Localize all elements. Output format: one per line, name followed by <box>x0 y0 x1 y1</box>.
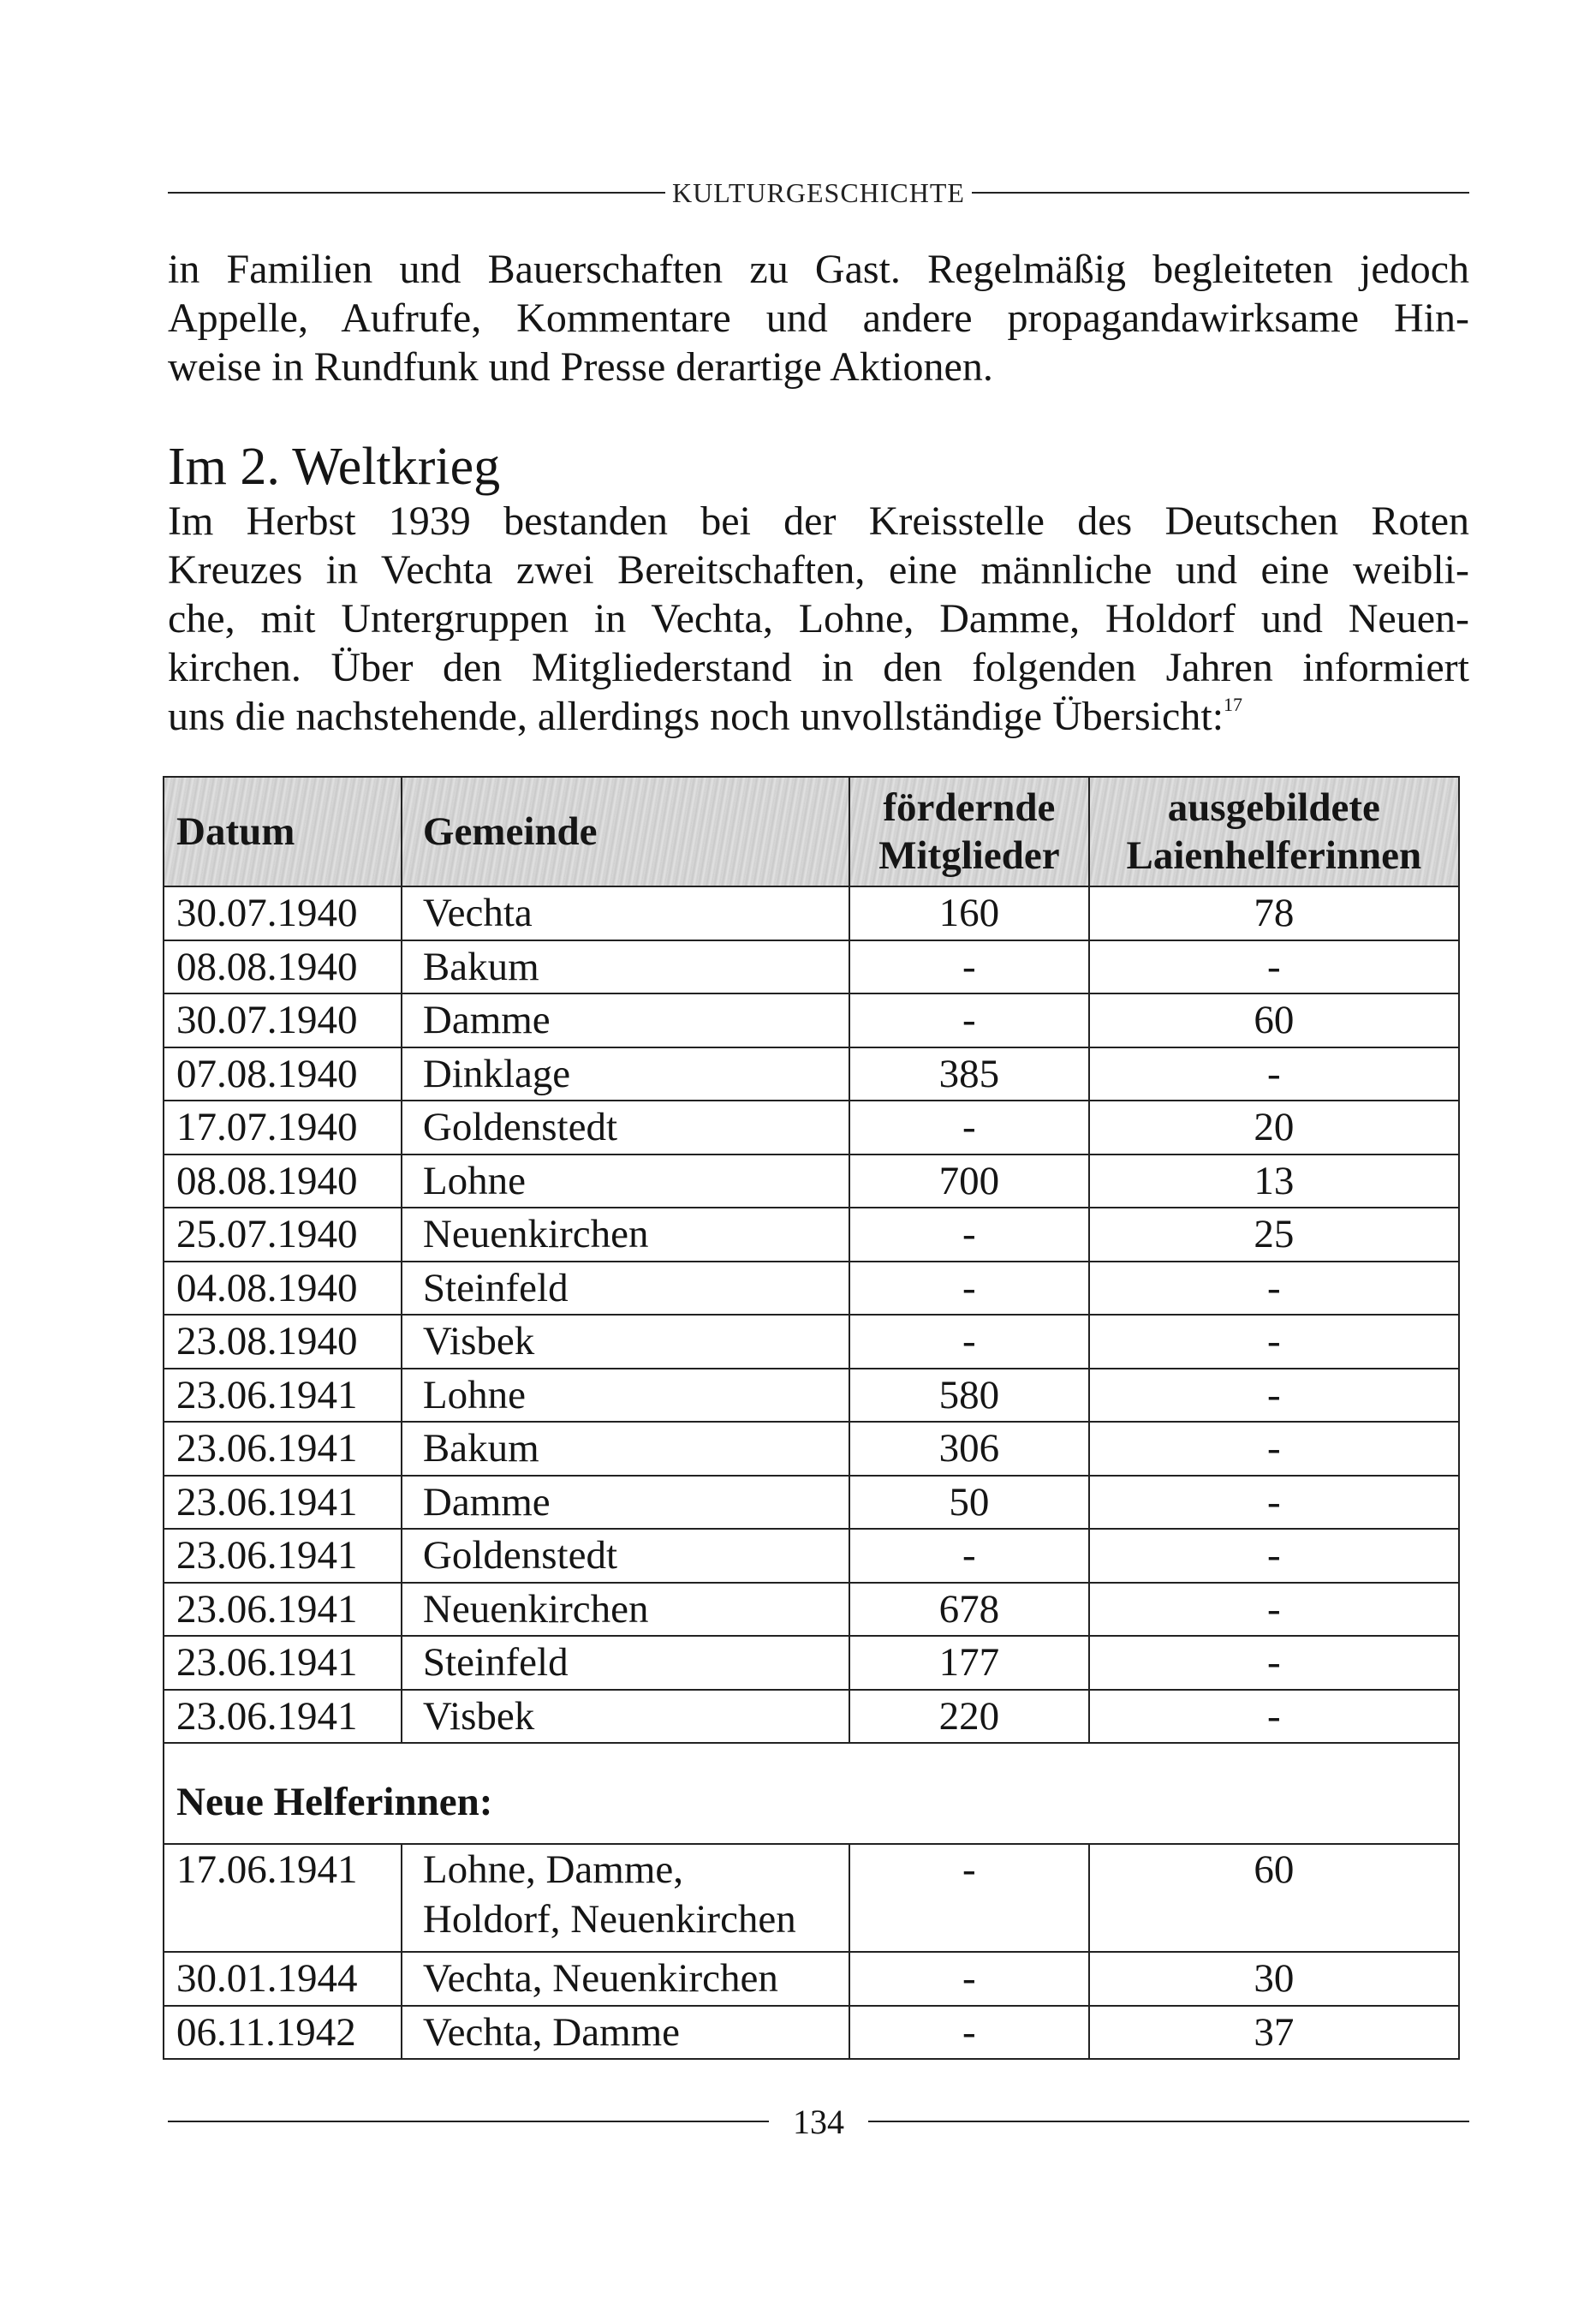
gemeinde-cell <box>402 1422 849 1476</box>
laienhelferinnen-text: 13 <box>1254 1158 1295 1203</box>
gemeinde-text: Damme <box>422 1479 551 1524</box>
foerdernde-text: - <box>962 1533 976 1578</box>
foerdernde-text: - <box>962 2009 976 2055</box>
foerdernde-cell <box>849 1583 1089 1637</box>
laienhelferinnen-cell <box>1089 1315 1459 1369</box>
foerdernde-cell <box>849 940 1089 994</box>
date-cell <box>164 1154 402 1208</box>
laienhelferinnen-cell <box>1089 1636 1459 1690</box>
date-text: 06.11.1942 <box>176 2009 356 2055</box>
foerdernde-text: 220 <box>938 1693 1000 1739</box>
gemeinde-text: Vechta, Neuenkirchen <box>422 1956 778 2002</box>
gemeinde-cell <box>402 1047 849 1101</box>
gemeinde-text: Steinfeld <box>422 1265 569 1310</box>
header-laienhelferinnen: ausgebildete Laienhelferinnen <box>1089 777 1459 886</box>
date-text: 17.07.1940 <box>176 1105 358 1150</box>
gemeinde-text: Bakum <box>422 1426 539 1471</box>
body-line: kirchen. Über den Mitgliederstand in den folgenden Jahren informiert <box>168 645 1469 690</box>
gemeinde-cell <box>402 1844 849 1952</box>
gemeinde-cell <box>402 1101 849 1154</box>
laienhelferinnen-cell <box>1089 1583 1459 1637</box>
laienhelferinnen-text: - <box>1267 1479 1281 1524</box>
table-row <box>164 1952 1459 2006</box>
section-row <box>164 1743 1459 1844</box>
gemeinde-text: Lohne <box>422 1372 526 1417</box>
laienhelferinnen-cell <box>1089 1101 1459 1154</box>
laienhelferinnen-text: - <box>1267 1319 1281 1364</box>
footer-rule-left <box>168 2121 769 2122</box>
foerdernde-text: - <box>962 1847 976 1892</box>
laienhelferinnen-cell <box>1089 1369 1459 1423</box>
gemeinde-text: Dinklage <box>422 1051 571 1096</box>
date-text: 08.08.1940 <box>176 944 358 989</box>
laienhelferinnen-cell <box>1089 1262 1459 1316</box>
gemeinde-text: Steinfeld <box>422 1640 569 1686</box>
laienhelferinnen-cell <box>1089 1422 1459 1476</box>
foerdernde-cell <box>849 1844 1089 1952</box>
laienhelferinnen-text: - <box>1267 1693 1281 1739</box>
section-label-cell <box>164 1743 1459 1844</box>
foerdernde-text: - <box>962 1105 976 1150</box>
table-row <box>164 1583 1459 1637</box>
date-cell <box>164 1476 402 1530</box>
gemeinde-cell <box>402 886 849 940</box>
foerdernde-text: 306 <box>938 1426 1000 1471</box>
table-row <box>164 940 1459 994</box>
gemeinde-text: Goldenstedt <box>422 1533 618 1578</box>
date-cell <box>164 1101 402 1154</box>
footnote-reference: 17 <box>1224 694 1243 715</box>
gemeinde-cell <box>402 1315 849 1369</box>
page-footer <box>168 2100 1469 2143</box>
laienhelferinnen-cell <box>1089 940 1459 994</box>
header-datum: Datum <box>164 777 402 886</box>
laienhelferinnen-text: 20 <box>1254 1105 1295 1150</box>
gemeinde-text: Neuenkirchen <box>422 1586 649 1632</box>
date-cell <box>164 1583 402 1637</box>
gemeinde-cell <box>402 1952 849 2006</box>
table-body <box>164 886 1459 1743</box>
page-number: 134 <box>793 2102 844 2141</box>
date-text: 30.01.1944 <box>176 1956 358 2002</box>
foerdernde-cell <box>849 1636 1089 1690</box>
gemeinde-cell <box>402 1369 849 1423</box>
body-line <box>168 692 1469 741</box>
foerdernde-text: - <box>962 1956 976 2002</box>
foerdernde-cell <box>849 1476 1089 1530</box>
date-text: 23.06.1941 <box>176 1479 358 1524</box>
gemeinde-cell <box>402 1583 849 1637</box>
laienhelferinnen-cell <box>1089 1476 1459 1530</box>
foerdernde-cell <box>849 1369 1089 1423</box>
date-cell <box>164 1952 402 2006</box>
date-text: 23.08.1940 <box>176 1319 358 1364</box>
foerdernde-text: 385 <box>938 1051 1000 1096</box>
body-line-text: uns die nachstehende, allerdings noch unvollständige Übersicht: <box>168 694 1224 739</box>
intro-line: in Familien und Bauerschaften zu Gast. Regelmäßig begleiteten jedoch <box>168 247 1469 292</box>
table-row <box>164 1154 1459 1208</box>
laienhelferinnen-text: 25 <box>1254 1212 1295 1257</box>
date-text: 04.08.1940 <box>176 1265 358 1310</box>
laienhelferinnen-cell <box>1089 886 1459 940</box>
date-text: 23.06.1941 <box>176 1533 358 1578</box>
laienhelferinnen-text: - <box>1267 1372 1281 1417</box>
laienhelferinnen-text: - <box>1267 1640 1281 1686</box>
date-cell <box>164 1369 402 1423</box>
date-cell <box>164 1422 402 1476</box>
foerdernde-text: 700 <box>938 1158 1000 1203</box>
body-line: che, mit Untergruppen in Vechta, Lohne, Damme, Holdorf und Neuen- <box>168 596 1469 641</box>
foerdernde-text: - <box>962 998 976 1043</box>
foerdernde-text: 678 <box>938 1586 1000 1632</box>
foerdernde-cell <box>849 1315 1089 1369</box>
date-text: 25.07.1940 <box>176 1212 358 1257</box>
date-cell <box>164 1208 402 1262</box>
table-header-row <box>164 777 1459 886</box>
gemeinde-cell <box>402 1476 849 1530</box>
date-cell <box>164 993 402 1047</box>
laienhelferinnen-cell <box>1089 993 1459 1047</box>
foerdernde-text: - <box>962 944 976 989</box>
date-cell <box>164 1262 402 1316</box>
table-row <box>164 1476 1459 1530</box>
body-paragraph <box>168 497 1469 741</box>
laienhelferinnen-cell <box>1089 1154 1459 1208</box>
date-cell <box>164 1529 402 1583</box>
laienhelferinnen-text: 60 <box>1254 1847 1295 1892</box>
foerdernde-cell <box>849 1208 1089 1262</box>
body-line: Im Herbst 1939 bestanden bei der Kreisstelle des Deutschen Roten <box>168 498 1469 544</box>
date-cell <box>164 2006 402 2060</box>
gemeinde-text: Vechta <box>422 891 533 936</box>
gemeinde-text: Vechta, Damme <box>422 2009 681 2055</box>
table-row <box>164 1047 1459 1101</box>
foerdernde-text: - <box>962 1319 976 1364</box>
table-row <box>164 1636 1459 1690</box>
gemeinde-text: Goldenstedt <box>422 1105 618 1150</box>
laienhelferinnen-cell <box>1089 1690 1459 1744</box>
laienhelferinnen-text: - <box>1267 1586 1281 1632</box>
table-row <box>164 1101 1459 1154</box>
header-rule-right <box>972 192 1469 194</box>
table-row <box>164 1529 1459 1583</box>
gemeinde-cell <box>402 2006 849 2060</box>
laienhelferinnen-text: - <box>1267 1426 1281 1471</box>
table-row <box>164 2006 1459 2060</box>
gemeinde-cell <box>402 1636 849 1690</box>
laienhelferinnen-cell <box>1089 1844 1459 1952</box>
foerdernde-text: 177 <box>938 1640 1000 1686</box>
laienhelferinnen-text: 37 <box>1254 2009 1295 2055</box>
body-line: Kreuzes in Vechta zwei Bereitschaften, eine männliche und eine weibli- <box>168 547 1469 593</box>
date-cell <box>164 1636 402 1690</box>
foerdernde-cell <box>849 1154 1089 1208</box>
header-gemeinde: Gemeinde <box>402 777 849 886</box>
date-cell <box>164 1690 402 1744</box>
foerdernde-cell <box>849 993 1089 1047</box>
gemeinde-text: Lohne, Damme, Holdorf, Neuenkirchen <box>422 1847 796 1942</box>
gemeinde-text: Bakum <box>422 944 539 989</box>
date-text: 23.06.1941 <box>176 1586 358 1632</box>
date-cell <box>164 940 402 994</box>
date-text: 23.06.1941 <box>176 1426 358 1471</box>
running-header <box>168 171 1469 214</box>
gemeinde-cell <box>402 1262 849 1316</box>
table-row <box>164 1844 1459 1952</box>
laienhelferinnen-text: - <box>1267 944 1281 989</box>
foerdernde-cell <box>849 1952 1089 2006</box>
running-header-title: KULTURGESCHICHTE <box>672 176 965 208</box>
laienhelferinnen-text: - <box>1267 1051 1281 1096</box>
gemeinde-cell <box>402 1208 849 1262</box>
laienhelferinnen-cell <box>1089 1047 1459 1101</box>
laienhelferinnen-cell <box>1089 1952 1459 2006</box>
foerdernde-text: - <box>962 1265 976 1310</box>
table-section <box>164 1743 1459 2059</box>
footer-rule-right <box>868 2121 1469 2122</box>
header-foerdernde-mitglieder: fördernde Mitglieder <box>849 777 1089 886</box>
gemeinde-text: Visbek <box>422 1319 535 1364</box>
gemeinde-cell <box>402 1690 849 1744</box>
gemeinde-text: Damme <box>422 998 551 1043</box>
foerdernde-cell <box>849 1101 1089 1154</box>
date-text: 08.08.1940 <box>176 1158 358 1203</box>
table-row <box>164 1208 1459 1262</box>
table-row <box>164 1315 1459 1369</box>
gemeinde-cell <box>402 1529 849 1583</box>
foerdernde-cell <box>849 1047 1089 1101</box>
foerdernde-cell <box>849 1690 1089 1744</box>
table-row <box>164 886 1459 940</box>
foerdernde-cell <box>849 1529 1089 1583</box>
date-text: 23.06.1941 <box>176 1640 358 1686</box>
laienhelferinnen-text: - <box>1267 1533 1281 1578</box>
foerdernde-cell <box>849 886 1089 940</box>
foerdernde-cell <box>849 1422 1089 1476</box>
gemeinde-cell <box>402 940 849 994</box>
date-cell <box>164 1315 402 1369</box>
intro-line: weise in Rundfunk und Presse derartige Aktionen. <box>168 344 993 390</box>
foerdernde-cell <box>849 1262 1089 1316</box>
gemeinde-cell <box>402 1154 849 1208</box>
foerdernde-text: 160 <box>938 891 1000 936</box>
date-text: 30.07.1940 <box>176 998 358 1043</box>
table-row <box>164 1422 1459 1476</box>
gemeinde-text: Lohne <box>422 1158 526 1203</box>
table-row <box>164 993 1459 1047</box>
table-row <box>164 1369 1459 1423</box>
laienhelferinnen-text: 60 <box>1254 998 1295 1043</box>
date-text: 17.06.1941 <box>176 1847 358 1892</box>
laienhelferinnen-cell <box>1089 2006 1459 2060</box>
laienhelferinnen-cell <box>1089 1208 1459 1262</box>
foerdernde-cell <box>849 2006 1089 2060</box>
gemeinde-cell <box>402 993 849 1047</box>
intro-line: Appelle, Aufrufe, Kommentare und andere propagandawirksame Hin- <box>168 295 1469 341</box>
membership-table <box>163 776 1460 2060</box>
laienhelferinnen-text: 78 <box>1254 891 1295 936</box>
date-text: 23.06.1941 <box>176 1693 358 1739</box>
section-label: Neue Helferinnen: <box>176 1780 493 1824</box>
date-cell <box>164 1047 402 1101</box>
gemeinde-text: Neuenkirchen <box>422 1212 649 1257</box>
header-rule-left <box>168 192 665 194</box>
table-row <box>164 1262 1459 1316</box>
date-cell <box>164 1844 402 1952</box>
foerdernde-text: 50 <box>949 1479 990 1524</box>
laienhelferinnen-text: 30 <box>1254 1956 1295 2002</box>
date-text: 23.06.1941 <box>176 1372 358 1417</box>
date-text: 07.08.1940 <box>176 1051 358 1096</box>
foerdernde-text: 580 <box>938 1372 1000 1417</box>
laienhelferinnen-cell <box>1089 1529 1459 1583</box>
foerdernde-text: - <box>962 1212 976 1257</box>
date-cell <box>164 886 402 940</box>
table-row <box>164 1690 1459 1744</box>
gemeinde-text: Visbek <box>422 1693 535 1739</box>
laienhelferinnen-text: - <box>1267 1265 1281 1310</box>
date-text: 30.07.1940 <box>176 891 358 936</box>
section-heading: Im 2. Weltkrieg <box>168 438 501 496</box>
intro-paragraph <box>168 245 1469 391</box>
